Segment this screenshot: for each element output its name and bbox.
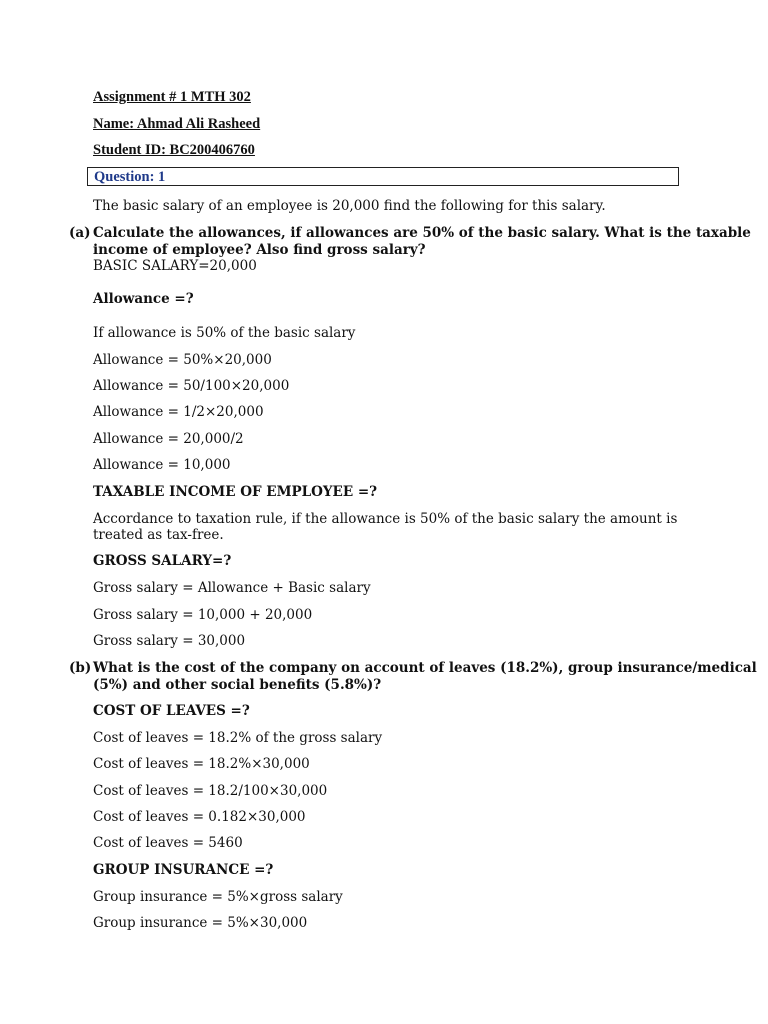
taxable-heading: TAXABLE INCOME OF EMPLOYEE =? (93, 484, 378, 500)
gross-line: Gross salary = 10,000 + 20,000 (93, 607, 313, 623)
gross-line: Gross salary = Allowance + Basic salary (93, 580, 371, 596)
gross-heading: GROSS SALARY=? (93, 553, 232, 569)
allowance-line: Allowance = 50/100×20,000 (93, 378, 290, 394)
leaves-line: Cost of leaves = 5460 (93, 835, 243, 851)
insurance-line: Group insurance = 5%×gross salary (93, 889, 343, 905)
allowance-heading: Allowance =? (93, 291, 194, 307)
allowance-line: Allowance = 50%×20,000 (93, 352, 272, 368)
assignment-title: Assignment # 1 MTH 302 (93, 89, 251, 105)
leaves-line: Cost of leaves = 0.182×30,000 (93, 809, 306, 825)
student-id: Student ID: BC200406760 (93, 142, 255, 158)
insurance-heading: GROUP INSURANCE =? (93, 862, 274, 878)
basic-salary: BASIC SALARY=20,000 (93, 258, 257, 274)
allowance-line: Allowance = 10,000 (93, 457, 231, 473)
gross-line: Gross salary = 30,000 (93, 633, 246, 649)
taxable-text: Accordance to taxation rule, if the allowance is 50% of the basic salary the amount is treated as tax-free. (93, 511, 678, 543)
insurance-line: Group insurance = 5%×30,000 (93, 915, 308, 931)
part-b-question-line1: What is the cost of the company on account of leaves (18.2%), group insurance/medical (93, 660, 757, 676)
leaves-line: Cost of leaves = 18.2/100×30,000 (93, 783, 328, 799)
part-a-question-line1: Calculate the allowances, if allowances are 50% of the basic salary. What is the taxable (93, 225, 751, 241)
allowance-line: Allowance = 1/2×20,000 (93, 404, 264, 420)
leaves-line: Cost of leaves = 18.2%×30,000 (93, 756, 310, 772)
intro-text: The basic salary of an employee is 20,000 find the following for this salary. (93, 198, 606, 214)
question-label: Question: 1 (94, 169, 166, 185)
question-box (87, 167, 679, 186)
part-a-question-line2: income of employee? Also find gross salary? (93, 242, 426, 258)
part-b-question-line2: (5%) and other social benefits (5.8%)? (93, 677, 382, 693)
part-a-marker: (a) (69, 225, 91, 241)
leaves-heading: COST OF LEAVES =? (93, 703, 250, 719)
part-b-marker: (b) (69, 660, 92, 676)
student-name: Name: Ahmad Ali Rasheed (93, 116, 261, 132)
allowance-line: Allowance = 20,000/2 (93, 431, 244, 447)
allowance-line: If allowance is 50% of the basic salary (93, 325, 356, 341)
leaves-line: Cost of leaves = 18.2% of the gross salary (93, 730, 383, 746)
